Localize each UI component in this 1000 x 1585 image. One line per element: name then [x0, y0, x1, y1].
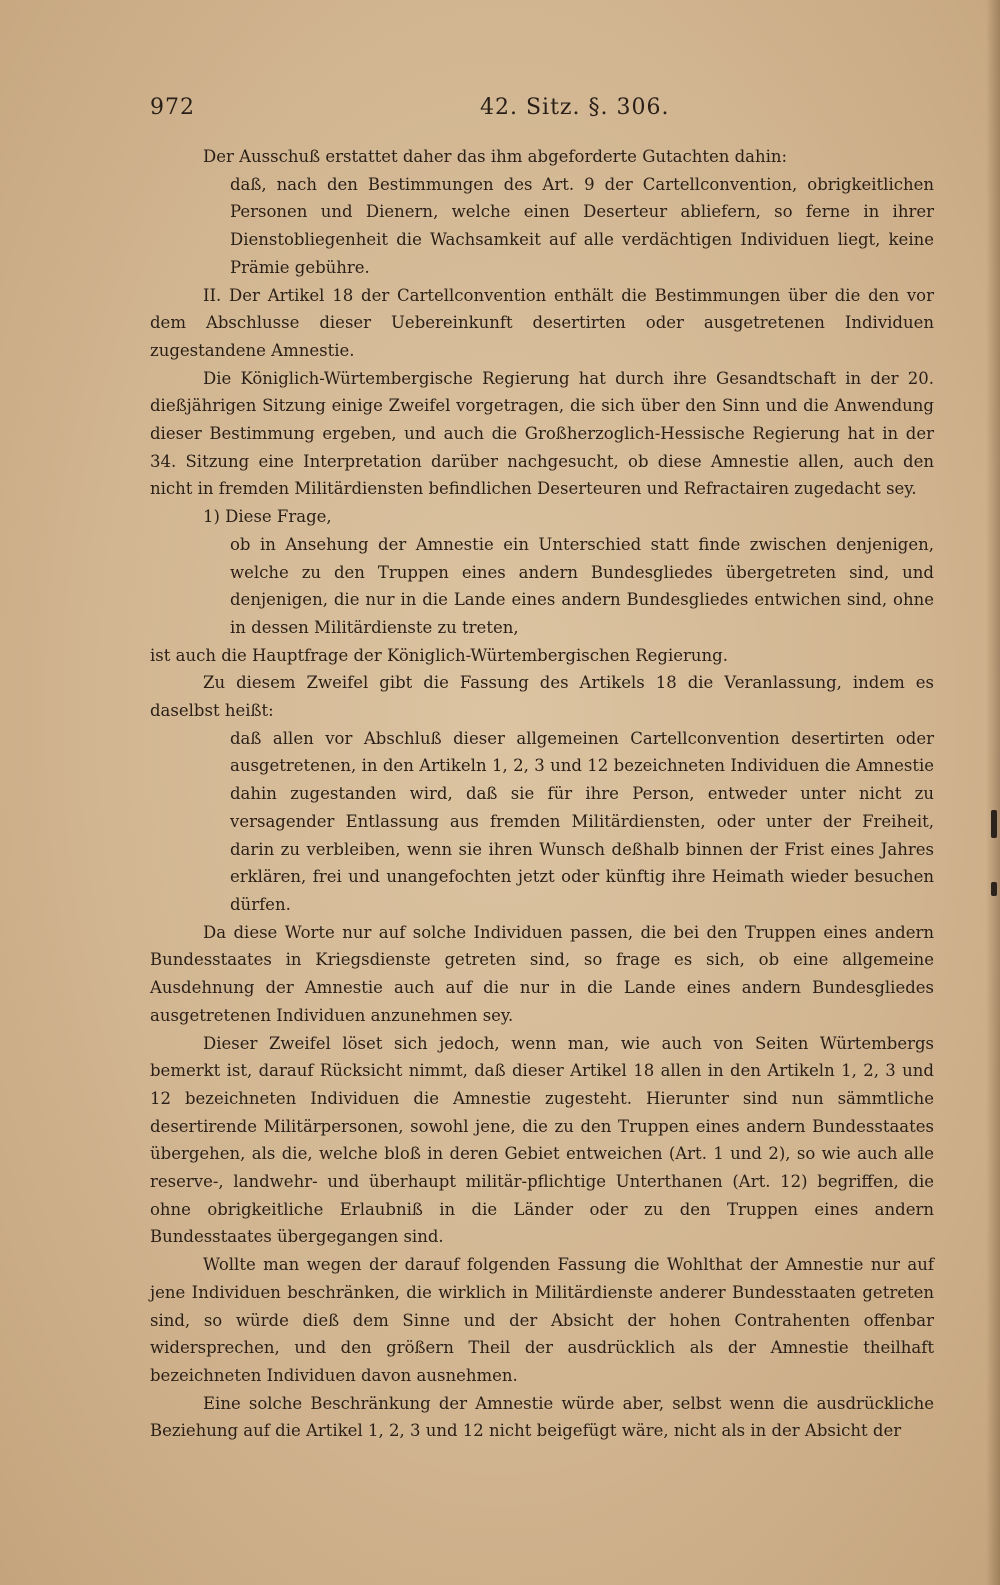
paragraph: Dieser Zweifel löset sich jedoch, wenn man, wie auch von Seiten Würtembergs bemerkt ist, darauf Rücksicht nimmt, daß dieser Artikel 18 allen in den Artikeln 1, 2, 3 und 12 bezeichneten Individuen die Amnestie zugesteht. Hierunter sind nun sämmtliche desertirende Militärpersonen, sowohl jene, die zu den Truppen eines andern Bundesstaates übergehen, als die, welche bloß in deren Gebiet entweichen (Art. 1 und 2), so wie auch alle reserve-, landwehr- und überhaupt militär-pflichtige Unterthanen (Art. 12) begriffen, die ohne obrigkeitliche Erlaubniß in die Länder oder zu den Truppen eines andern Bundesstaates übergegangen sind.: [150, 1033, 934, 1247]
numbered-question: 1) Diese Frage,: [203, 507, 332, 527]
quoted-opinion: daß, nach den Bestimmungen des Art. 9 der Cartellconvention, obrigkeitlichen Personen und Dienern, welche einen Deserteur abliefern, so ferne in ihrer Dienstobliegenheit die Wachsamkeit auf alle verdächtigen Individuen liegt, keine Prämie gebühre.: [230, 174, 934, 277]
section-reference: 42. Sitz. §. 306.: [480, 95, 670, 120]
paragraph: Wollte man wegen der darauf folgenden Fassung die Wohlthat der Amnestie nur auf jene Individuen beschränken, die wirklich in Militärdienste anderer Bundesstaaten getreten sind, so würde dieß dem Sinne und der Absicht der hohen Contrahenten offenbar widersprechen, und den größern Theil der ausdrücklich als der Amnestie theilhaft bezeichneten Individuen davon ausnehmen.: [150, 1255, 934, 1385]
margin-mark: [991, 810, 997, 838]
paragraph: II. Der Artikel 18 der Cartellconvention enthält die Bestimmungen über die den vor dem Abschlusse dieser Uebereinkunft desertirten oder ausgetretenen Individuen zugestandene Amnestie.: [150, 285, 934, 360]
body-text: [150, 143, 934, 1445]
margin-mark: [991, 882, 997, 896]
paragraph: Da diese Worte nur auf solche Individuen passen, die bei den Truppen eines andern Bundesstaates in Kriegsdienste getreten sind, so frage es sich, ob eine allgemeine Ausdehnung der Amnestie auch auf die nur in die Lande eines andern Bundesgliedes ausgetretenen Individuen anzunehmen sey.: [150, 922, 934, 1025]
paragraph: Zu diesem Zweifel gibt die Fassung des Artikels 18 die Veranlassung, indem es daselbst heißt:: [150, 673, 934, 721]
paragraph: Der Ausschuß erstattet daher das ihm abgeforderte Gutachten dahin:: [203, 147, 788, 166]
page-number: 972: [150, 95, 195, 120]
quoted-article-text: daß allen vor Abschluß dieser allgemeinen Cartellconvention desertirten oder ausgetretenen, in den Artikeln 1, 2, 3 und 12 bezeichneten Individuen die Amnestie dahin zugestanden wird, daß sie für ihre Person, entweder unter nicht zu versagender Entlassung aus fremden Militärdiensten, oder unter der Freiheit, darin zu verbleiben, wenn sie ihren Wunsch deßhalb binnen der Frist eines Jahres erklären, frei und unangefochten jetzt oder künftig ihre Heimath wieder besuchen dürfen.: [230, 728, 934, 914]
quoted-question: ob in Ansehung der Amnestie ein Unterschied statt finde zwischen denjenigen, welche zu den Truppen eines andern Bundesgliedes übergetreten sind, und denjenigen, die nur in die Lande eines andern Bundesgliedes entwichen sind, ohne in dessen Militärdienste zu treten,: [230, 534, 934, 637]
paragraph: Eine solche Beschränkung der Amnestie würde aber, selbst wenn die ausdrückliche Beziehung auf die Artikel 1, 2, 3 und 12 nicht beigefügt wäre, nicht als in der Absicht der: [150, 1393, 934, 1441]
page-header: [150, 95, 930, 135]
paragraph: Die Königlich-Würtembergische Regierung hat durch ihre Gesandtschaft in der 20. dießjährigen Sitzung einige Zweifel vorgetragen, die sich über den Sinn und die Anwendung dieser Bestimmung ergeben, und auch die Großherzoglich-Hessische Regierung hat in der 34. Sitzung eine Interpretation darüber nachgesucht, ob diese Amnestie allen, auch den nicht in fremden Militärdiensten befindlichen Deserteuren und Refractairen zugedacht sey.: [150, 368, 934, 499]
page-edge-shadow: [986, 0, 1000, 1585]
paragraph: ist auch die Hauptfrage der Königlich-Würtembergischen Regierung.: [150, 645, 728, 665]
